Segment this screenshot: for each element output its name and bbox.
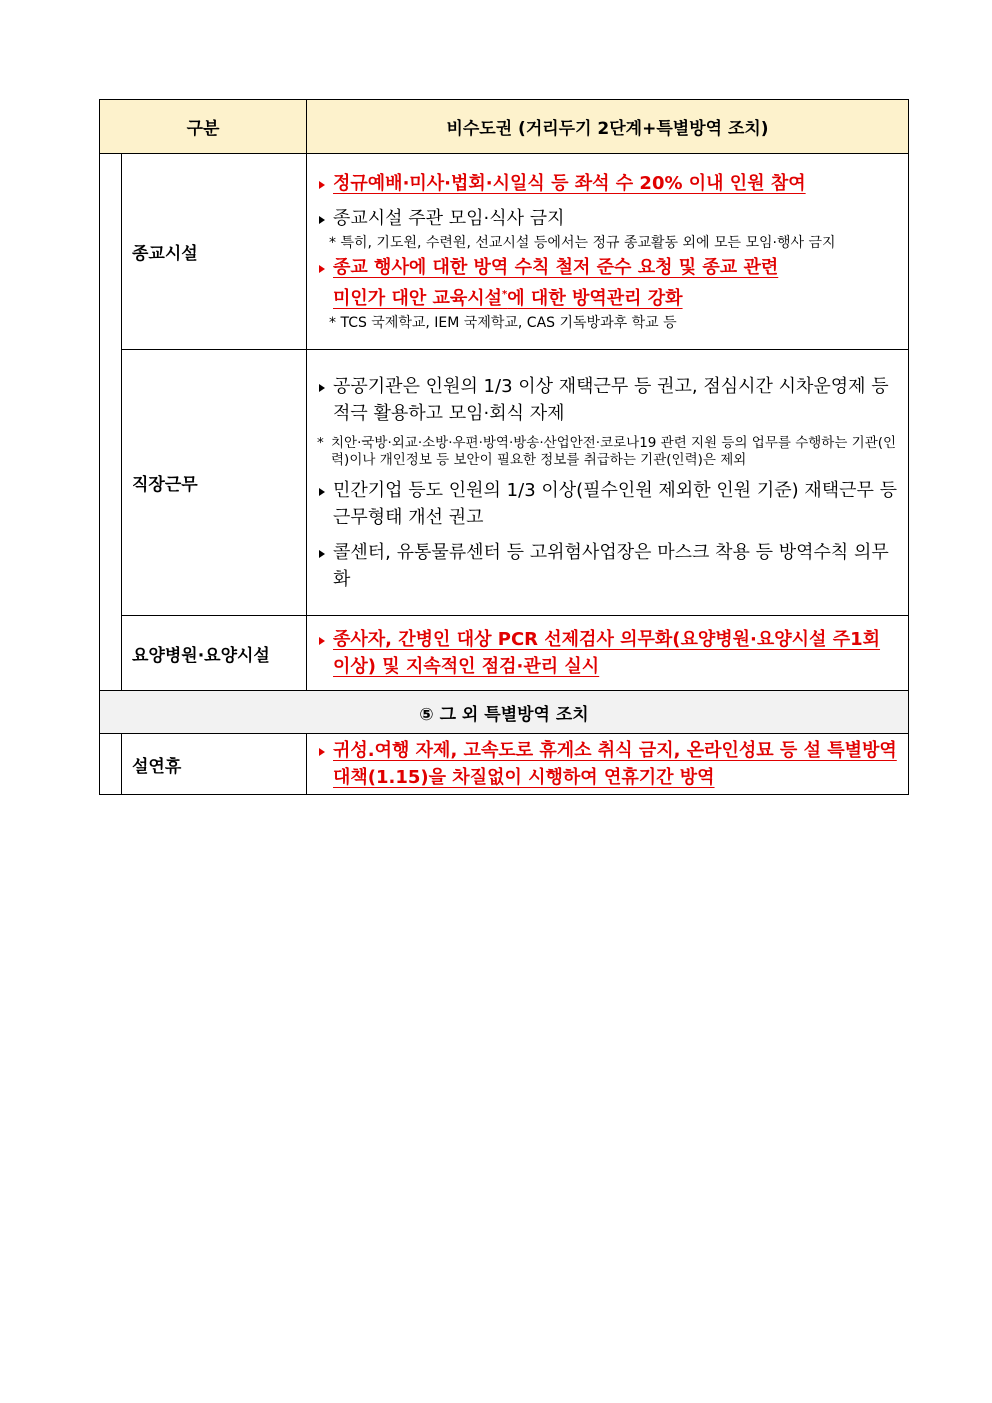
holiday-content — [307, 734, 909, 795]
work-bullet-1: 공공기관은 인원의 1/3 이상 재택근무 등 권고, 점심시간 시차운영제 등 적극 활용하고 모임·회식 자제 — [317, 373, 900, 427]
table-row — [100, 616, 909, 691]
indent-cell — [100, 734, 122, 795]
row-label-religion: 종교시설 — [122, 154, 307, 350]
row-label-holiday: 설연휴 — [122, 734, 307, 795]
table-row — [100, 154, 909, 350]
table-header-row — [100, 100, 909, 154]
religion-content — [307, 154, 909, 350]
care-bullet-1: 종사자, 간병인 대상 PCR 선제검사 의무화(요양병원·요양시설 주1회 이상) 및 지속적인 점검·관리 실시 — [317, 626, 900, 680]
table-row — [100, 350, 909, 616]
table-row — [100, 734, 909, 795]
religion-bullet-1: 정규예배·미사·법회·시일식 등 좌석 수 20% 이내 인원 참여 — [317, 170, 900, 197]
work-content — [307, 350, 909, 616]
religion-bullet-2: 종교시설 주관 모임·식사 금지 — [317, 205, 900, 232]
work-note: * 치안·국방·외교·소방·우편·방역·방송·산업안전·코로나19 관련 지원 등의 업무를 수행하는 기관(인력)이나 개인정보 등 보안이 필요한 정보를 취급하는 기관(인력)은 제외 — [317, 434, 897, 468]
header-category: 구분 — [100, 100, 307, 154]
indent-cell — [100, 154, 122, 691]
row-label-work: 직장근무 — [122, 350, 307, 616]
header-non-capital: 비수도권 (거리두기 2단계+특별방역 조치) — [307, 100, 909, 154]
care-content — [307, 616, 909, 691]
section-title: ⑤ 그 외 특별방역 조치 — [100, 691, 909, 734]
section-row — [100, 691, 909, 734]
row-label-care: 요양병원·요양시설 — [122, 616, 307, 691]
holiday-bullet-1: 귀성.여행 자제, 고속도로 휴게소 취식 금지, 온라인성묘 등 설 특별방역대책(1.15)을 차질없이 시행하여 연휴기간 방역 — [317, 737, 900, 791]
religion-note-1: * 특히, 기도원, 수련원, 선교시설 등에서는 정규 종교활동 외에 모든 모임·행사 금지 — [329, 234, 836, 251]
religion-bullet-3: 종교 행사에 대한 방역 수칙 철저 준수 요청 및 종교 관련 미인가 대안 교육시설*에 대한 방역관리 강화 — [317, 254, 900, 312]
work-bullet-2: 민간기업 등도 인원의 1/3 이상(필수인원 제외한 인원 기준) 재택근무 등 근무형태 개선 권고 — [317, 477, 900, 531]
work-bullet-3: 콜센터, 유통물류센터 등 고위험사업장은 마스크 착용 등 방역수칙 의무화 — [317, 539, 900, 593]
measures-table — [99, 99, 909, 795]
religion-note-2: * TCS 국제학교, IEM 국제학교, CAS 기독방과후 학교 등 — [329, 314, 677, 331]
